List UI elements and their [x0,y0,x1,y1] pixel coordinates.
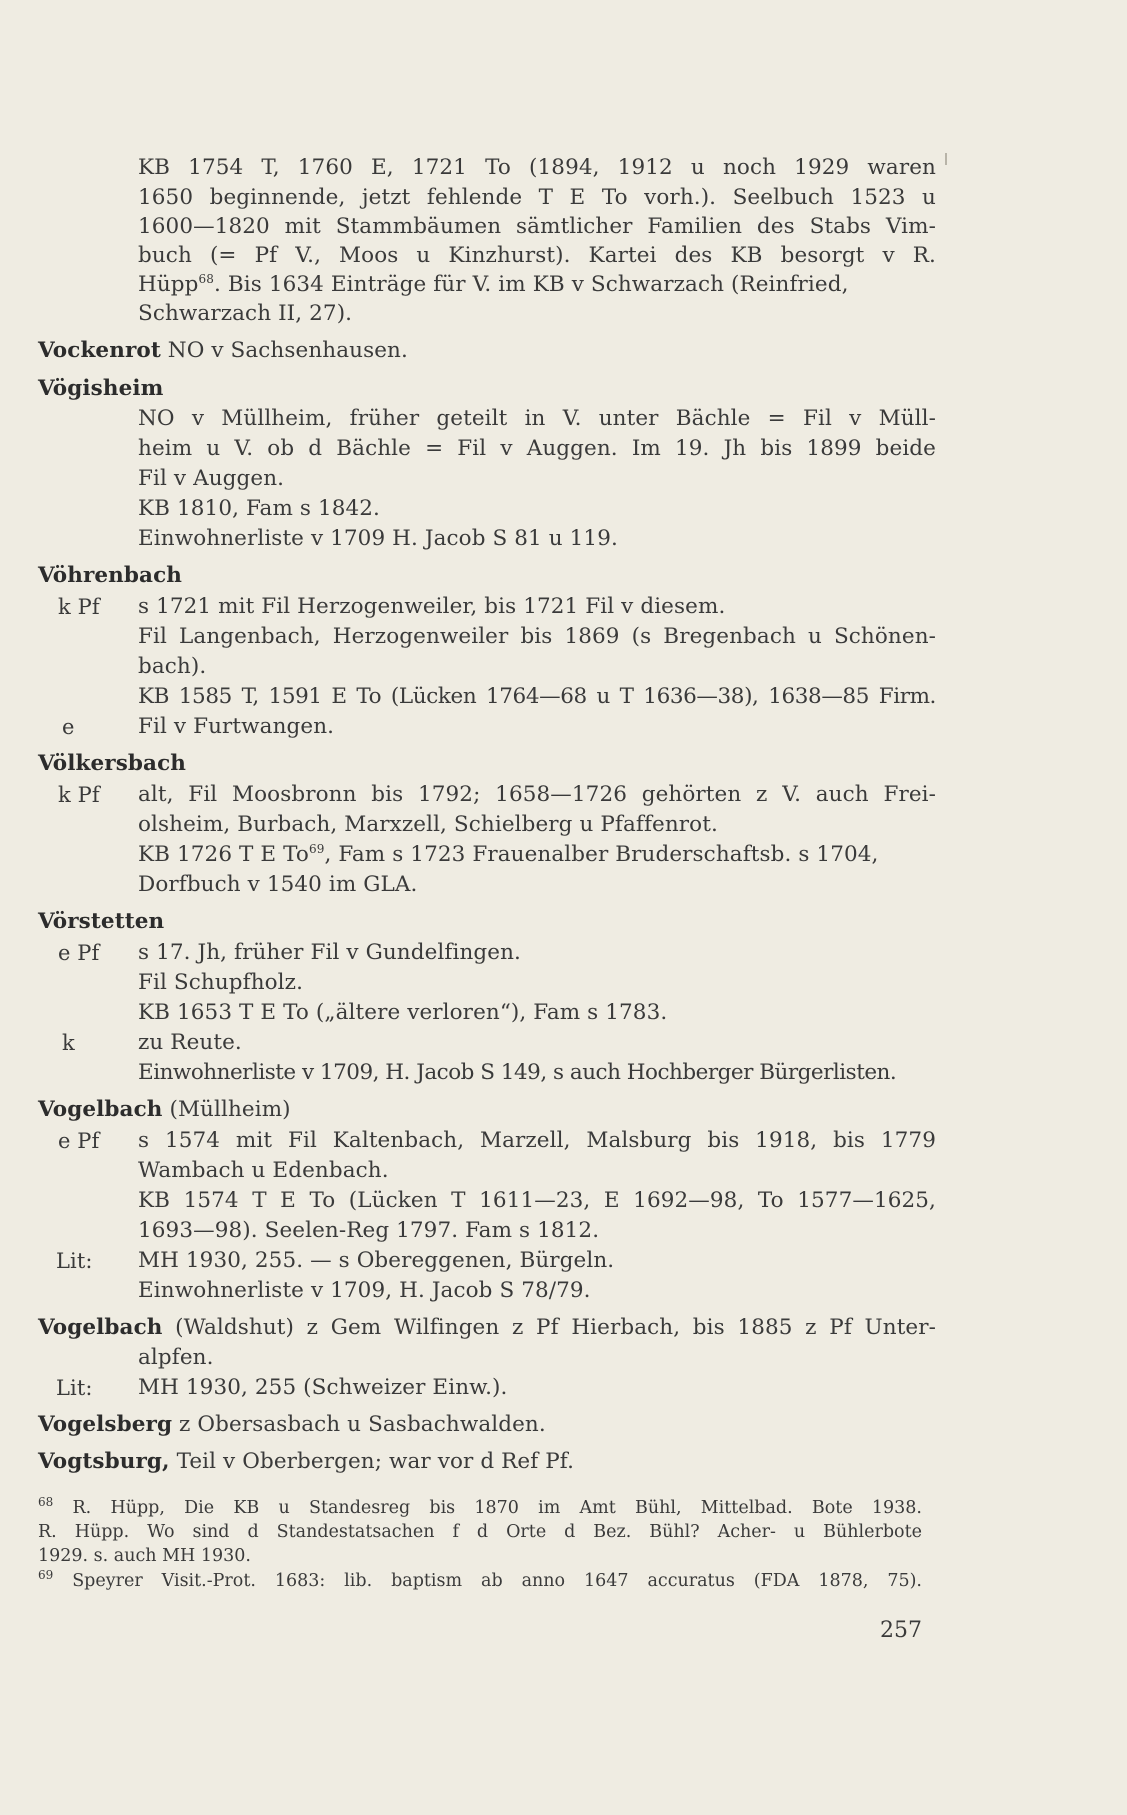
entry-tag: Lit: [56,1249,93,1273]
text-line: bach). [138,654,207,679]
text-line: alpfen. [138,1345,214,1370]
footnote-line: R. Hüpp. Wo sind d Standestatsachen f d Orte d Bez. Bühl? Acher- u Bühlerbote [38,1522,922,1542]
footnote-line: 1929. s. auch MH 1930. [38,1546,251,1566]
text-line: KB 1726 T E To$^{69}$, Fam s 1723 Frauenalber Bruderschaftsb. s 1704, [138,841,879,867]
entry-heading: Vöhrenbach [38,563,183,588]
text-line: MH 1930, 255 (Schweizer Einw.). [138,1375,508,1400]
entry-tag: e [62,715,75,739]
entry-vogtsburg: Vogtsburg, Teil v Oberbergen; war vor d Ref Pf. [38,1449,575,1474]
entry-heading: Vogelbach [38,1097,163,1122]
text-line: Schwarzach II, 27). [138,301,353,326]
text-line: olsheim, Burbach, Marxzell, Schielberg u Pfaffenrot. [138,812,718,837]
entry-heading: Vogelsberg [38,1412,173,1437]
text-line: Einwohnerliste v 1709, H. Jacob S 149, s auch Hochberger Bürgerlisten. [138,1060,897,1085]
text-line: Dorfbuch v 1540 im GLA. [138,872,418,897]
text-line: Fil Langenbach, Herzogenweiler bis 1869 (s Bregenbach u Schönen- [138,624,936,649]
text-line: Fil Schupfholz. [138,970,304,995]
entry-vogelsberg: Vogelsberg z Obersasbach u Sasbachwalden. [38,1412,546,1437]
text-line: heim u V. ob d Bächle = Fil v Auggen. Im 19. Jh bis 1899 beide [138,436,936,461]
margin-mark [945,153,947,165]
entry-vogelbach-muellheim: Vogelbach (Müllheim) [38,1097,291,1122]
entry-tag: e Pf [58,1129,100,1153]
text-line: Hüpp$^{68}$. Bis 1634 Einträge für V. im KB v Schwarzach (Reinfried, [138,271,849,297]
entry-tag: Lit: [56,1376,93,1400]
text-line: MH 1930, 255. — s Obereggenen, Bürgeln. [138,1248,615,1273]
text-line: s 1574 mit Fil Kaltenbach, Marzell, Malsburg bis 1918, bis 1779 [138,1128,936,1153]
text-line: 1650 beginnende, jetzt fehlende T E To vorh.). Seelbuch 1523 u [138,185,936,210]
entry-heading: Vockenrot [38,338,161,363]
footnote-ref: 68 [198,271,215,286]
text-line: KB 1574 T E To (Lücken T 1611—23, E 1692—98, To 1577—1625, [138,1188,936,1213]
entry-heading: Völkersbach [38,751,187,776]
entry-heading: Vogtsburg, [38,1449,170,1474]
entry-vockenrot: Vockenrot NO v Sachsenhausen. [38,338,408,363]
entry-heading: Vörstetten [38,909,165,934]
text-line: alt, Fil Moosbronn bis 1792; 1658—1726 gehörten z V. auch Frei- [138,782,936,807]
entry-heading: Vögisheim [38,376,164,401]
text-line: Fil v Furtwangen. [138,714,335,739]
text-line: 1600—1820 mit Stammbäumen sämtlicher Familien des Stabs Vim- [138,214,936,239]
text-line: Wambach u Edenbach. [138,1158,389,1183]
text-line: NO v Müllheim, früher geteilt in V. unter Bächle = Fil v Müll- [138,406,936,431]
text-line: zu Reute. [138,1030,242,1055]
entry-vogelbach-waldshut: Vogelbach (Waldshut) z Gem Wilfingen z Pf Hierbach, bis 1885 z Pf Unter- [38,1315,936,1340]
text-line: 1693—98). Seelen-Reg 1797. Fam s 1812. [138,1218,600,1243]
text-line: KB 1653 T E To („ältere verloren“), Fam s 1783. [138,1000,668,1025]
text-line: KB 1810, Fam s 1842. [138,496,380,521]
footnote-ref: 69 [308,841,325,856]
text-line: Einwohnerliste v 1709, H. Jacob S 78/79. [138,1278,591,1303]
entry-tag: k [62,1031,75,1055]
text-line: s 17. Jh, früher Fil v Gundelfingen. [138,940,521,965]
footnote-69: $^{69}$ Speyrer Visit.-Prot. 1683: lib. baptism ab anno 1647 accuratus (FDA 1878, 75). [38,1568,922,1591]
text-line: KB 1585 T, 1591 E To (Lücken 1764—68 u T 1636—38), 1638—85 Firm. [138,684,936,709]
text-line: KB 1754 T, 1760 E, 1721 To (1894, 1912 u noch 1929 waren [138,155,936,180]
page-number: 257 [880,1618,922,1643]
text-line: Fil v Auggen. [138,466,285,491]
entry-tag: k Pf [58,595,100,619]
text-line: s 1721 mit Fil Herzogenweiler, bis 1721 Fil v diesem. [138,594,726,619]
text-line: Einwohnerliste v 1709 H. Jacob S 81 u 119. [138,526,618,551]
entry-tag: e Pf [58,941,100,965]
text-line: buch (= Pf V., Moos u Kinzhurst). Kartei des KB besorgt v R. [138,243,936,268]
entry-heading: Vogelbach [38,1315,163,1340]
entry-tag: k Pf [58,783,100,807]
footnote-68: $^{68}$ R. Hüpp, Die KB u Standesreg bis 1870 im Amt Bühl, Mittelbad. Bote 1938. [38,1495,922,1518]
